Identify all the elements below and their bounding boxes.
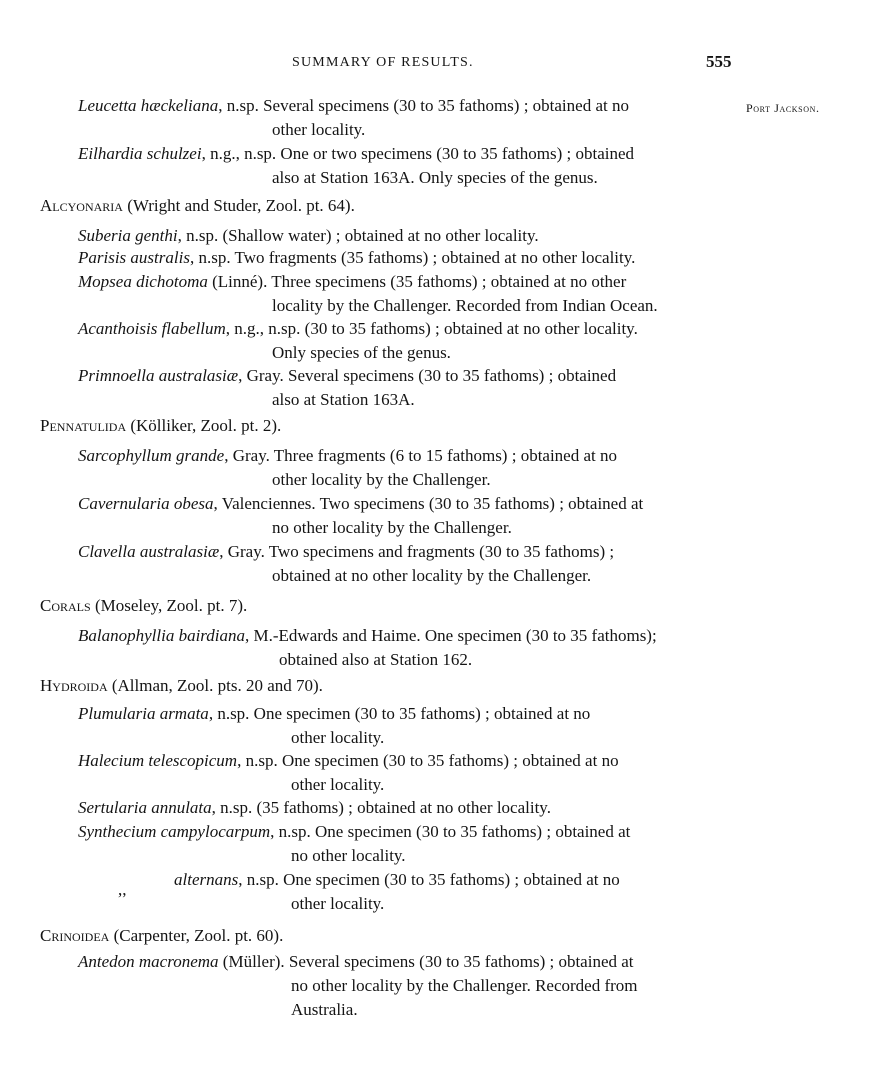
species-entry: [174, 868, 620, 916]
species-details: , n.sp. One specimen (30 to 35 fathoms) ; obtained at no: [237, 751, 619, 770]
species-details-cont: no other locality by the Challenger.: [272, 518, 512, 537]
species-details: , n.sp. One specimen (30 to 35 fathoms) ; obtained at: [270, 822, 631, 841]
species-name: Primnoella australasiæ: [78, 366, 239, 385]
group-heading-hydroida: Hydroida (Allman, Zool. pts. 20 and 70).: [40, 676, 323, 695]
species-details: , n.g., n.sp. One or two specimens (30 to 35 fathoms) ; obtained: [201, 144, 635, 163]
species-details-cont: other locality.: [291, 775, 385, 794]
ditto-mark: ,,: [118, 880, 127, 899]
species-entry: [78, 317, 638, 365]
species-entry: [78, 796, 551, 820]
species-entry: [78, 270, 658, 318]
species-details: , Valenciennes. Two specimens (30 to 35 fathoms) ; obtained at: [213, 494, 644, 513]
species-entry: [78, 702, 590, 750]
species-entry: [78, 444, 617, 492]
species-details: (Linné). Three specimens (35 fathoms) ; obtained at no other: [207, 272, 627, 291]
species-details: , Gray. Several specimens (30 to 35 fathoms) ; obtained: [238, 366, 617, 385]
species-details-cont: obtained also at Station 162.: [279, 650, 473, 669]
species-details: , n.sp. (35 fathoms) ; obtained at no other locality.: [211, 798, 551, 817]
species-name: Mopsea dichotoma: [78, 272, 208, 291]
species-details-cont: other locality.: [272, 120, 366, 139]
group-heading-crinoidea: Crinoidea (Carpenter, Zool. pt. 60).: [40, 926, 284, 945]
species-name: Eilhardia schulzei: [78, 144, 202, 163]
species-details-cont: locality by the Challenger. Recorded from Indian Ocean.: [272, 296, 658, 315]
species-name: Cavernularia obesa: [78, 494, 214, 513]
species-name: alternans: [174, 870, 239, 889]
species-details-cont: obtained at no other locality by the Challenger.: [272, 566, 592, 585]
species-name: Sarcophyllum grande: [78, 446, 225, 465]
species-details: , n.sp. One specimen (30 to 35 fathoms) ; obtained at no: [208, 704, 591, 723]
species-entry: [78, 94, 629, 142]
running-header-title: SUMMARY OF RESULTS.: [292, 55, 474, 70]
group-heading-pennatulida: Pennatulida (Kölliker, Zool. pt. 2).: [40, 416, 282, 435]
species-name: Leucetta hæckeliana: [78, 96, 219, 115]
species-name: Plumularia armata: [78, 704, 209, 723]
group-heading-alcyonaria: Alcyonaria (Wright and Studer, Zool. pt. 64).: [40, 196, 355, 215]
species-entry: [78, 624, 657, 672]
species-details: , n.sp. (Shallow water) ; obtained at no other locality.: [177, 226, 539, 245]
species-entry: [78, 492, 643, 540]
species-details: , n.g., n.sp. (30 to 35 fathoms) ; obtained at no other locality.: [225, 319, 638, 338]
species-details-cont: also at Station 163A.: [272, 390, 415, 409]
species-details: , M.-Edwards and Haime. One specimen (30 to 35 fathoms);: [245, 626, 657, 645]
species-details-cont: other locality.: [291, 894, 385, 913]
species-details: , Gray. Two specimens and fragments (30 to 35 fathoms) ;: [219, 542, 615, 561]
species-entry: [78, 364, 616, 412]
species-details-cont: no other locality.: [291, 846, 406, 865]
page-number: 555: [706, 52, 732, 71]
species-details: , n.sp. Two fragments (35 fathoms) ; obtained at no other locality.: [189, 248, 636, 267]
species-name: Suberia genthi: [78, 226, 178, 245]
species-entry: [78, 142, 634, 190]
margin-locality-note: Port Jackson.: [746, 101, 820, 115]
species-details-cont: other locality.: [291, 728, 385, 747]
species-details-cont: other locality by the Challenger.: [272, 470, 491, 489]
species-details: , Gray. Three fragments (6 to 15 fathoms) ; obtained at no: [224, 446, 617, 465]
species-name: Parisis australis: [78, 248, 190, 267]
species-details-cont: Only species of the genus.: [272, 343, 451, 362]
species-name: Sertularia annulata: [78, 798, 212, 817]
species-details-cont: also at Station 163A. Only species of the genus.: [272, 168, 598, 187]
species-name: Halecium telescopicum: [78, 751, 238, 770]
species-details-cont: no other locality by the Challenger. Recorded from: [291, 976, 638, 995]
species-details: (Müller). Several specimens (30 to 35 fathoms) ; obtained at: [218, 952, 634, 971]
species-name: Synthecium campylocarpum: [78, 822, 271, 841]
species-entry: [78, 820, 630, 868]
species-entry: [78, 246, 635, 270]
species-details: , n.sp. Several specimens (30 to 35 fathoms) ; obtained at no: [218, 96, 629, 115]
species-entry: [78, 749, 619, 797]
species-details-cont: Australia.: [291, 1000, 358, 1019]
species-entry: [78, 950, 638, 1022]
species-name: Antedon macronema: [78, 952, 219, 971]
species-details: , n.sp. One specimen (30 to 35 fathoms) ; obtained at no: [238, 870, 620, 889]
species-entry: [78, 540, 614, 588]
species-entry: [78, 224, 539, 248]
species-name: Balanophyllia bairdiana: [78, 626, 246, 645]
species-name: Clavella australasiæ: [78, 542, 220, 561]
group-heading-corals: Corals (Moseley, Zool. pt. 7).: [40, 596, 248, 615]
species-name: Acanthoisis flabellum: [78, 319, 226, 338]
